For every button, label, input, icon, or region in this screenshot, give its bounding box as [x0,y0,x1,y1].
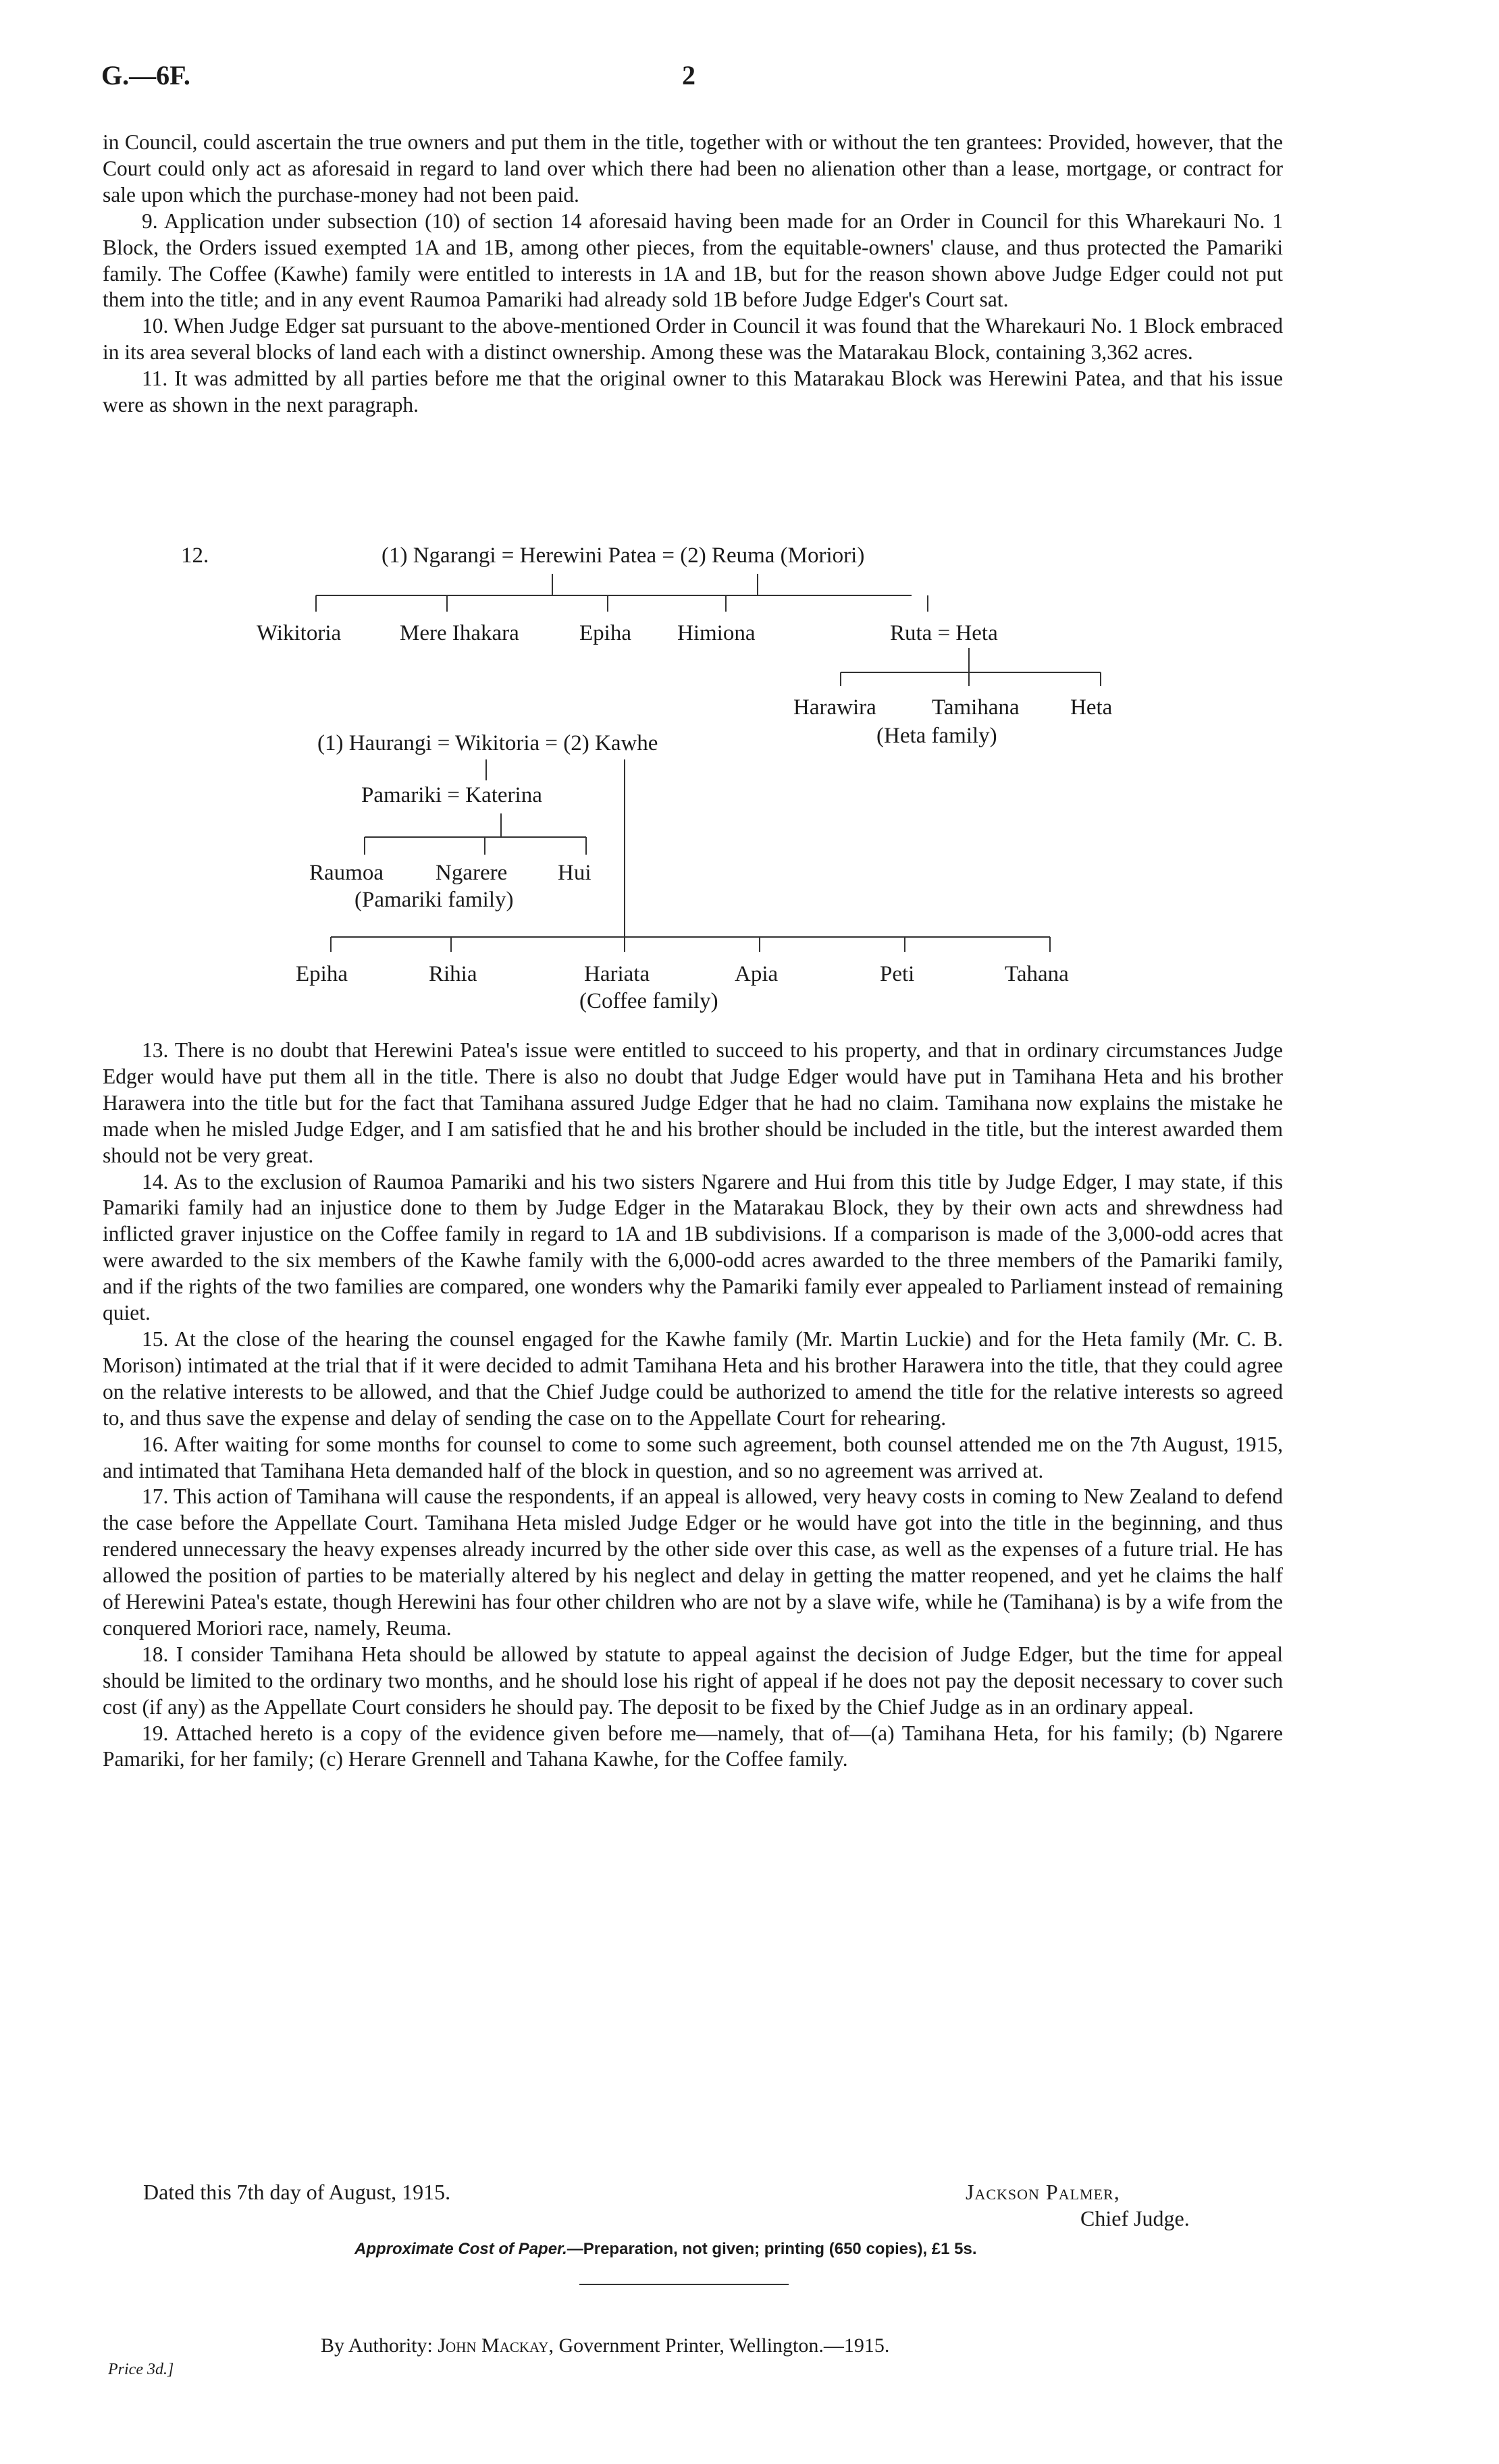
tree-person: Hariata [584,962,650,986]
price-note: Price 3d.] [108,2361,174,2378]
paragraph-16: 16. After waiting for some months for counsel to come to some such agreement, both counsel attended me on the 7th August, 1915, and intimated that Tamihana Heta demanded half of the block in question, and so no agreement was arrived at. [103,1432,1283,1482]
tree-person: Epiha [579,621,631,645]
tree-person: Wikitoria [257,621,342,645]
authority-prefix: By Authority: [321,2334,438,2357]
document-reference: G.—6F. [101,60,190,90]
tree-person: Peti [880,962,915,986]
tree-person: Ngarere [436,861,508,885]
tree-person: Tahana [1005,962,1069,986]
paragraph-17: 17. This action of Tamihana will cause the respondents, if an appeal is allowed, very heavy costs in coming to New Zealand to defend the case before the Appellate Court. Tamihana Heta misled Judge Edger or he would have got into the title in the beginning, and thus rendered unnecessary the heavy expenses already incurred by the other side over this case, as well as the expenses of a future trial. He has allowed the position of parties to be materially altered by his neglect and delay in getting the matter reopened, and yet he claims the half of Herewini Patea's estate, though Herewini has four other children who are not by a slave wife, while he (Tamihana) is by a wife from the conquered Moriori race, namely, Reuma. [103,1484,1283,1640]
tree-pamariki-union: Pamariki = Katerina [361,783,542,807]
tree-person: Apia [735,962,779,986]
authority-suffix: , Government Printer, Wellington.—1915. [548,2334,890,2357]
tree-person: Himiona [677,621,756,645]
printer-name: John Mackay [438,2334,549,2357]
paragraph-13: 13. There is no doubt that Herewini Patea's issue were entitled to succeed to his property, and that in ordinary circumstances Judge Edger would have put them all in the title. There is also no doubt that Judge Edger would have put in Tamihana Heta and his brother Harawera into the title but for the fact that Tamihana assured Judge Edger that he had no claim. Tamihana now explains the mistake he made when he misled Judge Edger, and I am satisfied that he and his brother should be included in the title, but the interest awarded them should not be very great. [103,1038,1283,1167]
paragraph-continuation: in Council, could ascertain the true owners and put them in the title, together with or without the ten grantees: Provided, however, that the Court could only act as aforesaid in regard to land over which there had been no alienation other than a lease, mortgage, or contract for sale upon which the purchase-money had not been paid. [103,130,1283,207]
cost-details: —Preparation, not given; printing (650 copies), £1 5s. [567,2240,977,2258]
genealogy-tree [0,540,1499,1040]
paragraph-11: 11. It was admitted by all parties before me that the original owner to this Matarakau Block was Herewini Patea, and that his issue were as shown in the next paragraph. [103,367,1283,417]
paragraph-19: 19. Attached hereto is a copy of the evidence given before me—namely, that of—(a) Tamihana Heta, for his family; (b) Ngarere Pamariki, for her family; (c) Herare Grennell and Tahana Kawhe, for the Coffee family. [103,1721,1283,1771]
tree-person: Rihia [429,962,477,986]
tree-person: Heta [1070,695,1113,720]
tree-person: Raumoa [309,861,384,885]
tree-wikitoria-union: (1) Haurangi = Wikitoria = (2) Kawhe [317,731,658,755]
tree-person: Epiha [296,962,348,986]
paragraph-14: 14. As to the exclusion of Raumoa Pamariki and his two sisters Ngarere and Hui from this title by Judge Edger, I may state, if this Pamariki family had an injustice done to them by Judge Edger in the Matarakau Block, they by their own acts and shrewdness had inflicted graver injustice on the Coffee family in regard to 1A and 1B subdivisions. If a comparison is made of the 3,000-odd acres that were awarded to the six members of the Kawhe family with the 6,000-odd acres awarded to the three members of the Pamariki family, and if the rights of the two families are compared, one wonders why the Pamariki family ever appealed to Parliament instead of remaining quiet. [103,1169,1283,1325]
page-number: 2 [682,60,695,90]
printer-imprint [321,2334,889,2357]
coffee-family-label: (Coffee family) [579,989,718,1013]
heta-family-label: (Heta family) [876,724,997,748]
paragraph-12-number: 12. [181,543,209,568]
pamariki-family-label: (Pamariki family) [354,888,514,912]
tree-person: Harawira [793,695,876,720]
cost-label: Approximate Cost of Paper. [354,2240,567,2258]
tree-person: Tamihana [932,695,1020,720]
tree-root-union: (1) Ngarangi = Herewini Patea = (2) Reuma (Moriori) [382,543,865,568]
paragraph-18: 18. I consider Tamihana Heta should be allowed by statute to appeal against the decision of Judge Edger, but the time for appeal should be limited to the ordinary two months, and he should lose his right of appeal if he does not pay the deposit necessary to cover such cost (if any) as the Appellate Court considers he should pay. The deposit to be fixed by the Chief Judge as in an ordinary appeal. [103,1642,1283,1719]
paragraph-9: 9. Application under subsection (10) of section 14 aforesaid having been made for an Order in Council for this Wharekauri No. 1 Block, the Orders issued exempted 1A and 1B, among other pieces, from the equitable-owners' clause, and thus protected the Pamariki family. The Coffee (Kawhe) family were entitled to interests in 1A and 1B, but for the reason shown above Judge Edger could not put them into the title; and in any event Raumoa Pamariki had already sold 1B before Judge Edger's Court sat. [103,209,1283,312]
paragraph-10: 10. When Judge Edger sat pursuant to the above-mentioned Order in Council it was found that the Wharekauri No. 1 Block embraced in its area several blocks of land each with a distinct ownership. Among these was the Matarakau Block, containing 3,362 acres. [103,314,1283,365]
footer-divider [579,2284,789,2285]
signatory-name: Jackson Palmer, [966,2180,1120,2204]
paragraphs-after-tree [103,1038,1283,1773]
signature-date: Dated this 7th day of August, 1915. [143,2180,451,2204]
paragraph-15: 15. At the close of the hearing the counsel engaged for the Kawhe family (Mr. Martin Luckie) and for the Heta family (Mr. C. B. Morison) intimated at the trial that if it were decided to admit Tamihana Heta and his brother Harawera into the title, that they could agree on the relative interests to be allowed, and that the Chief Judge could be authorized to amend the title for the relative interests so agreed to, and thus save the expense and delay of sending the case on to the Appellate Court for rehearing. [103,1327,1283,1430]
tree-person: Hui [558,861,591,885]
paragraphs-before-tree [103,130,1283,419]
cost-of-paper-note [354,2240,977,2259]
tree-person: Mere Ihakara [400,621,519,645]
tree-ruta-union: Ruta = Heta [890,621,998,645]
signatory-title: Chief Judge. [1080,2206,1190,2230]
